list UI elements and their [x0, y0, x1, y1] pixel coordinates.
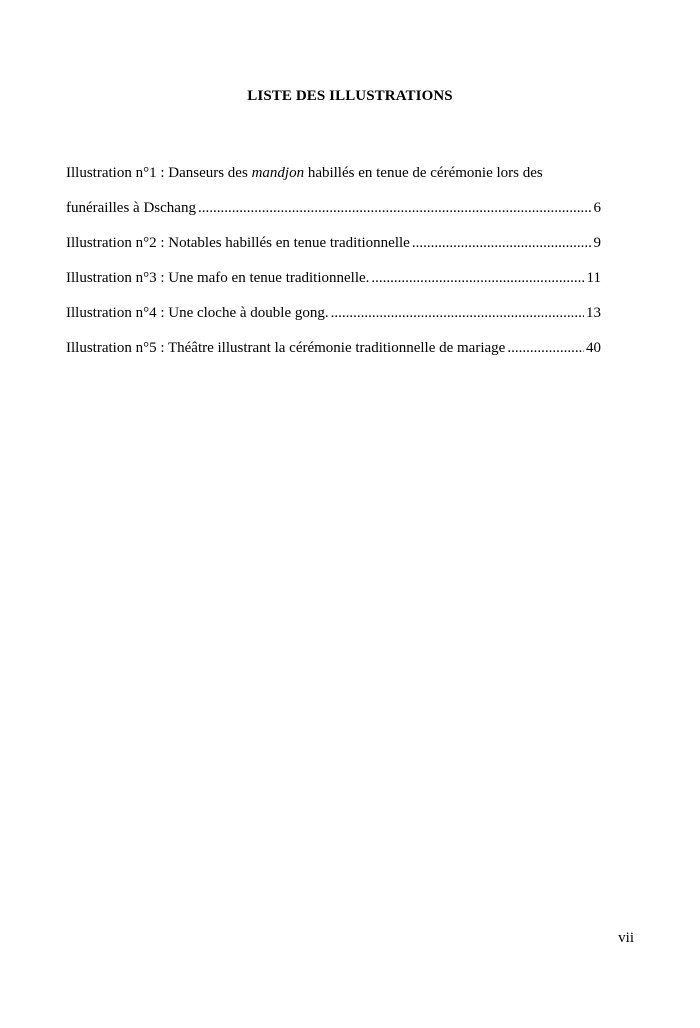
page-number: 13: [586, 305, 601, 321]
page-number: 9: [593, 235, 601, 251]
entry-label-continued: funérailles à Dschang: [66, 200, 196, 216]
illustrations-list: [66, 156, 601, 366]
entry-label: Illustration n°5 : Théâtre illustrant la cérémonie traditionnelle de mariage: [66, 340, 506, 356]
dot-leader: [198, 191, 592, 226]
list-item: [66, 156, 601, 226]
entry-label-italic: mandjon: [251, 165, 305, 181]
entry-label: Illustration n°2 : Notables habillés en tenue traditionnelle: [66, 235, 410, 251]
entry-label-start: Illustration n°1 : Danseurs des: [66, 165, 252, 181]
list-item: [66, 296, 601, 331]
page-folio: vii: [618, 930, 634, 946]
dot-leader: [371, 261, 584, 296]
entry-label: Illustration n°3 : Une mafo en tenue traditionnelle.: [66, 270, 370, 286]
entry-label-end: habillés en tenue de cérémonie lors des: [304, 165, 543, 181]
list-item: [66, 331, 601, 366]
list-item: [66, 226, 601, 261]
list-item: [66, 261, 601, 296]
page-title: LISTE DES ILLUSTRATIONS: [247, 88, 453, 104]
page-number: 11: [586, 270, 601, 286]
page-number: 40: [586, 340, 601, 356]
entry-label: Illustration n°4 : Une cloche à double gong.: [66, 305, 329, 321]
dot-leader: [331, 296, 584, 331]
page-number: 6: [593, 200, 601, 216]
dot-leader: [412, 226, 592, 261]
dot-leader: [507, 331, 584, 366]
